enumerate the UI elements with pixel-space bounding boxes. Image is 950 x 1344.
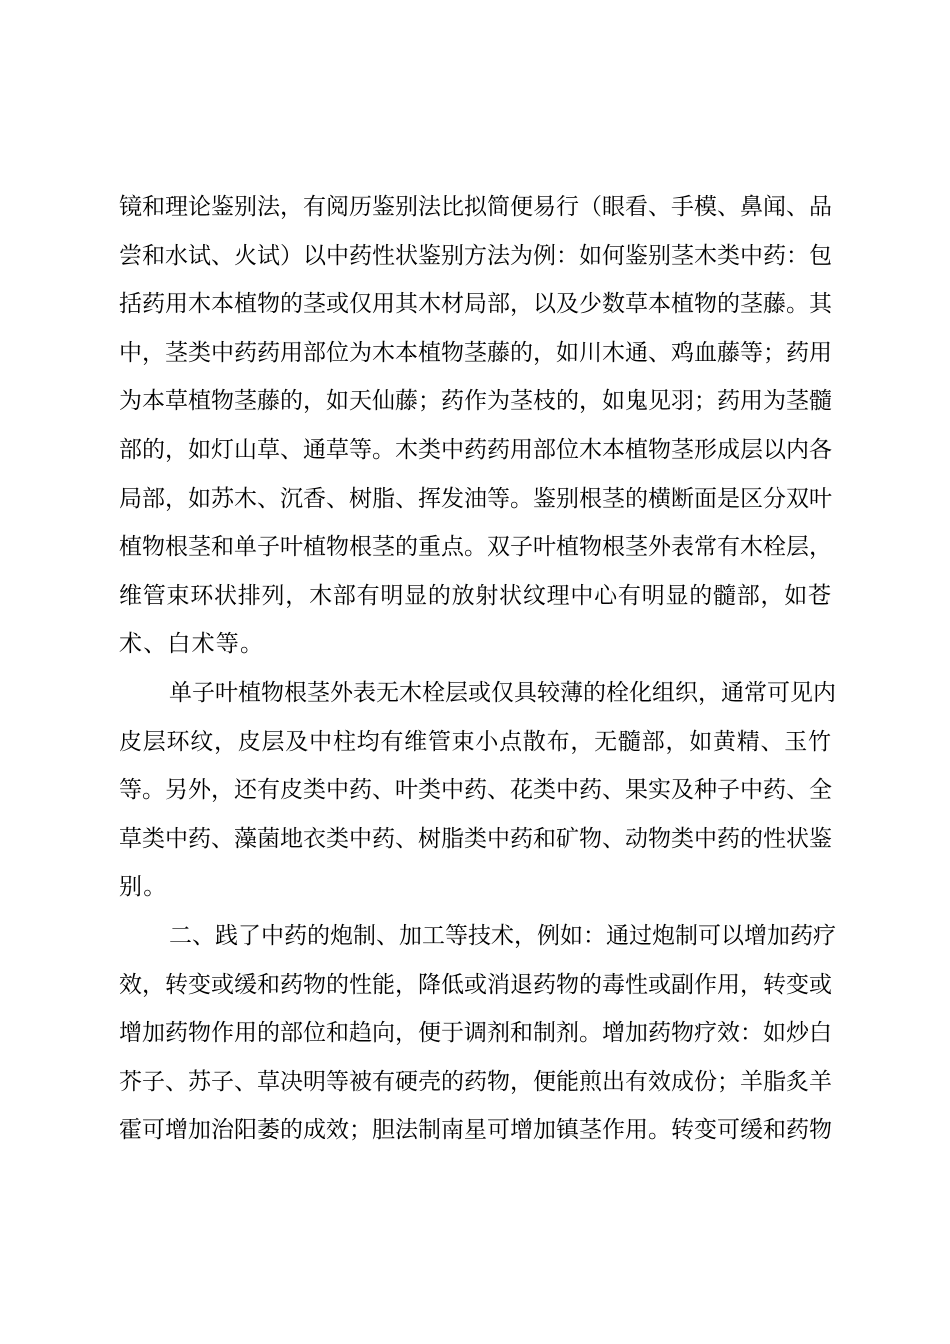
paragraph-1-line-8: 植物根茎和单子叶植物根茎的重点。双子叶植物根茎外表常有木栓层， xyxy=(119,534,832,561)
paragraph-2-line-3: 等。另外，还有皮类中药、叶类中药、花类中药、果实及种子中药、全 xyxy=(119,777,832,804)
paragraph-3-line-3: 增加药物作用的部位和趋向，便于调剂和制剂。增加药物疗效：如炒白 xyxy=(119,1020,832,1047)
paragraph-1-line-1: 镜和理论鉴别法，有阅历鉴别法比拟简便易行（眼看、手模、鼻闻、品 xyxy=(119,194,832,220)
paragraph-1-line-4: 中，茎类中药药用部位为木本植物茎藤的，如川木通、鸡血藤等；药用 xyxy=(119,339,832,366)
paragraph-3-line-2: 效，转变或缓和药物的性能，降低或消退药物的毒性或副作用，转变或 xyxy=(119,971,832,998)
paragraph-3-line-4: 芥子、苏子、草决明等被有硬壳的药物，便能煎出有效成份；羊脂炙羊 xyxy=(119,1068,832,1095)
paragraph-1-line-7: 局部，如苏木、沉香、树脂、挥发油等。鉴别根茎的横断面是区分双叶 xyxy=(119,485,832,512)
paragraph-1-line-6: 部的，如灯山草、通草等。木类中药药用部位木本植物茎形成层以内各 xyxy=(119,436,832,463)
paragraph-1-line-10: 术、白术等。 xyxy=(119,631,265,658)
paragraph-2-line-5: 别。 xyxy=(119,874,168,901)
document-body xyxy=(119,183,836,1155)
paragraph-1-line-5: 为本草植物茎藤的，如天仙藤；药作为茎枝的，如鬼见羽；药用为茎髓 xyxy=(119,388,832,415)
paragraph-1-line-9: 维管束环状排列，木部有明显的放射状纹理中心有明显的髓部，如苍 xyxy=(119,582,831,609)
paragraph-1-line-2: 尝和水试、火试）以中药性状鉴别方法为例：如何鉴别茎木类中药：包 xyxy=(119,242,832,269)
paragraph-2-line-4: 草类中药、藻菌地衣类中药、树脂类中药和矿物、动物类中药的性状鉴 xyxy=(119,825,832,852)
paragraph-1-line-3: 括药用木本植物的茎或仅用其木材局部，以及少数草本植物的茎藤。其 xyxy=(119,291,832,318)
paragraph-2-line-2: 皮层环纹，皮层及中柱均有维管束小点散布，无髓部，如黄精、玉竹 xyxy=(119,728,831,755)
paragraph-3-line-5: 霍可增加治阳萎的成效；胆法制南星可增加镇茎作用。转变可缓和药物 xyxy=(119,1117,832,1144)
paragraph-2-line-1: 单子叶植物根茎外表无木栓层或仅具较薄的栓化组织，通常可见内 xyxy=(169,679,836,706)
paragraph-3-line-1: 二、践了中药的炮制、加工等技术，例如：通过炮制可以增加药疗 xyxy=(169,922,836,949)
